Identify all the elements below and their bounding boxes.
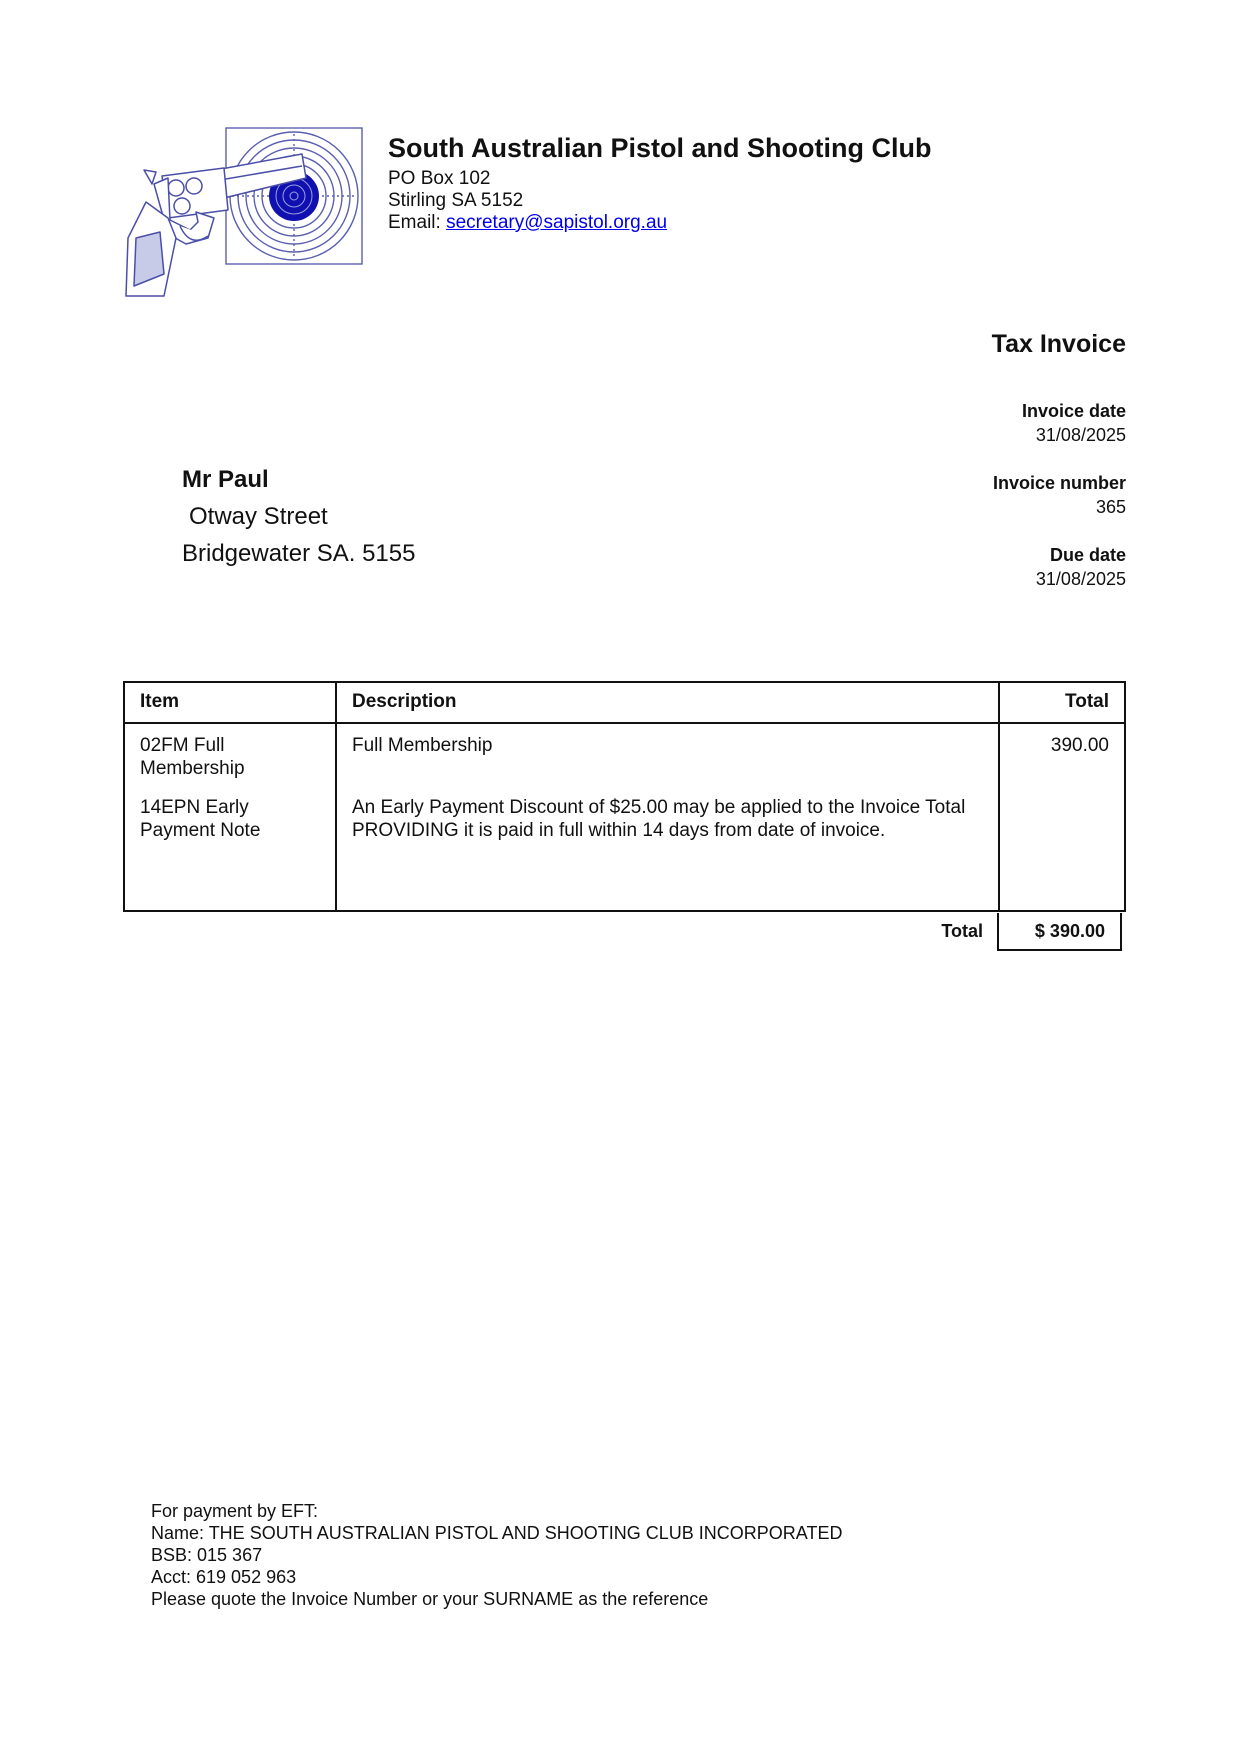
- customer-address: [182, 462, 415, 572]
- item-total: 390.00: [1050, 735, 1109, 756]
- item-code: 02FM Full Membership: [140, 735, 245, 779]
- payment-heading: For payment by EFT:: [151, 1501, 319, 1521]
- club-address-line1: PO Box 102: [388, 167, 491, 189]
- document-title: Tax Invoice: [991, 330, 1126, 358]
- invoice-date-label: Invoice date: [1021, 401, 1126, 421]
- due-date-label: Due date: [1049, 545, 1126, 565]
- payment-reference-note: Please quote the Invoice Number or your SURNAME as the reference: [151, 1589, 709, 1609]
- payment-bsb: BSB: 015 367: [151, 1545, 263, 1565]
- club-address-line2: Stirling SA 5152: [388, 189, 524, 211]
- grand-total-value: $ 390.00: [997, 913, 1122, 951]
- item-code: 14EPN Early Payment Note: [140, 797, 261, 841]
- club-name: South Australian Pistol and Shooting Club: [388, 133, 932, 163]
- invoice-number-label: Invoice number: [992, 473, 1126, 493]
- club-logo-icon: [124, 126, 368, 300]
- header-total: Total: [999, 682, 1125, 723]
- payment-account-name: Name: THE SOUTH AUSTRALIAN PISTOL AND SHOOTING CLUB INCORPORATED: [151, 1523, 843, 1543]
- item-description: An Early Payment Discount of $25.00 may be applied to the Invoice Total PROVIDING it is paid in full within 14 days from date of invoice.: [352, 797, 966, 841]
- payment-instructions: [151, 1500, 842, 1610]
- invoice-number-value: 365: [1095, 497, 1126, 517]
- club-email-line: [388, 212, 931, 234]
- customer-locality: Bridgewater SA. 5155: [182, 540, 416, 567]
- line-items-table: [123, 681, 1126, 912]
- invoice-number-block: [993, 472, 1126, 520]
- description-column: [336, 723, 999, 911]
- header-item: Item: [124, 682, 336, 723]
- item-total: [1015, 796, 1109, 842]
- invoice-date-value: 31/08/2025: [1035, 425, 1126, 445]
- customer-street: Otway Street: [189, 503, 328, 530]
- table-body-row: [124, 723, 1125, 911]
- email-label: Email:: [388, 211, 447, 233]
- invoice-date-block: [1022, 400, 1126, 448]
- due-date-block: [1036, 544, 1126, 592]
- payment-account-number: Acct: 619 052 963: [151, 1567, 297, 1587]
- customer-name: Mr Paul: [182, 466, 269, 493]
- header-description: Description: [336, 682, 999, 723]
- due-date-value: 31/08/2025: [1035, 569, 1126, 589]
- email-link[interactable]: secretary@sapistol.org.au: [446, 211, 668, 233]
- item-column: [124, 723, 336, 911]
- table-header-row: [124, 682, 1125, 723]
- item-description: Full Membership: [352, 735, 493, 756]
- grand-total-label: Total: [941, 921, 983, 941]
- total-column: [999, 723, 1125, 911]
- club-header: [388, 134, 931, 234]
